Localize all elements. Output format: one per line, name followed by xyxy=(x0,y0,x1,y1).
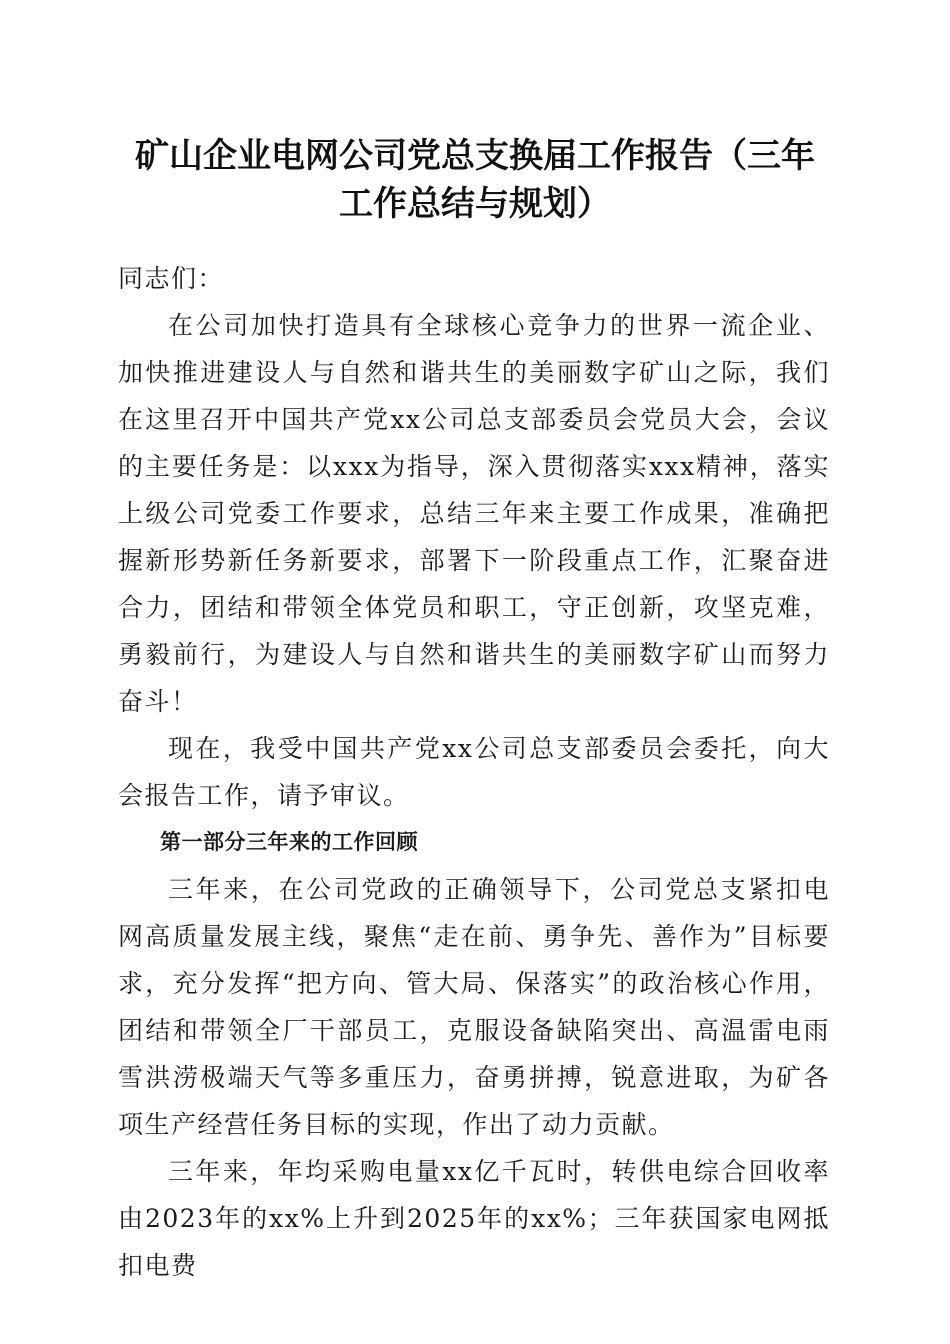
document-title xyxy=(110,132,840,228)
review-paragraph: 三年来，在公司党政的正确领导下，公司党总支紧扣电网高质量发展主线，聚焦“走在前、勇争先、善作为”目标要求，充分发挥“把方向、管大局、保落实”的政治核心作用，团结和带领全厂干部员工，克服设备缺陷突出、高温雷电雨雪洪涝极端天气等多重压力，奋勇拼搏，锐意进取，为矿各项生产经营任务目标的实现，作出了动力贡献。 xyxy=(118,875,830,1139)
report-paragraph: 现在，我受中国共产党xx公司总支部委员会委托，向大会报告工作，请予审议。 xyxy=(118,734,830,810)
section-heading: 第一部分三年来的工作回顾 xyxy=(160,830,418,854)
intro-paragraph: 在公司加快打造具有全球核心竞争力的世界一流企业、加快推进建设人与自然和谐共生的美丽数字矿山之际，我们在这里召开中国共产党xx公司总支部委员会党员大会，会议的主要任务是：以xxx为指导，深入贯彻落实xxx精神，落实上级公司党委工作要求，总结三年来主要工作成果，准确把握新形势新任务新要求，部署下一阶段重点工作，汇聚奋进合力，团结和带领全体党员和职工，守正创新，攻坚克难，勇毅前行，为建设人与自然和谐共生的美丽数字矿山而努力奋斗！ xyxy=(118,311,830,716)
stats-paragraph: 三年来，年均采购电量xx亿千瓦时，转供电综合回收率由2023年的xx%上升到2025年的xx%；三年获国家电网抵扣电费 xyxy=(118,1157,830,1280)
document-body xyxy=(118,255,830,1289)
title-line-1: 矿山企业电网公司党总支换届工作报告（三年 xyxy=(135,136,815,176)
salutation: 同志们： xyxy=(118,264,225,293)
title-line-2: 工作总结与规划） xyxy=(339,184,611,224)
